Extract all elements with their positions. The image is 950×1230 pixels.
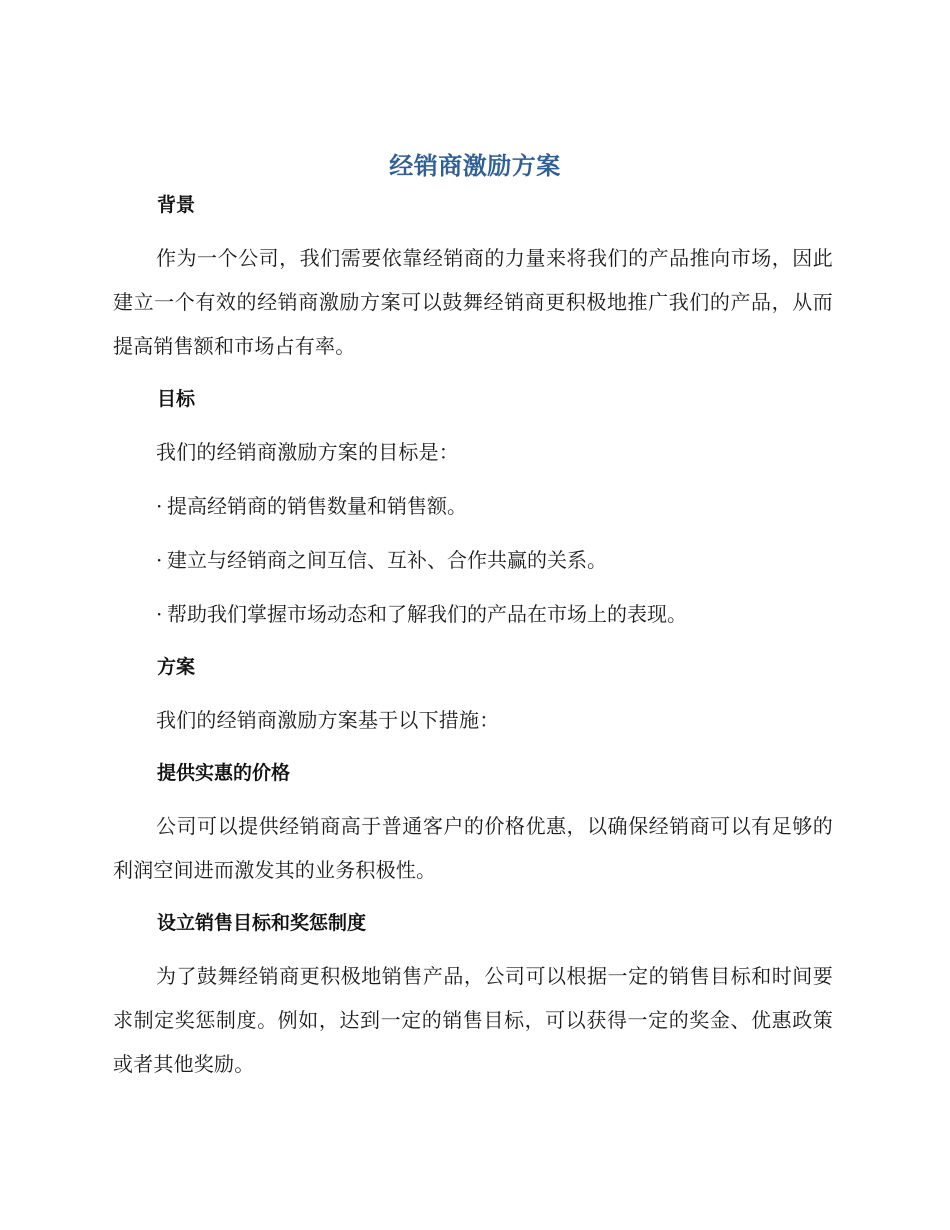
list-item: [113, 484, 833, 528]
list-item: [113, 592, 833, 636]
paragraph-plan-intro: 我们的经销商激励方案基于以下措施：: [156, 708, 500, 732]
document-title: 经销商激励方案: [389, 152, 561, 180]
subsection-heading-target: 设立销售目标和奖惩制度: [157, 912, 367, 934]
bullet-marker: ·: [156, 548, 163, 572]
paragraph-goal-intro: 我们的经销商激励方案的目标是：: [156, 440, 459, 464]
goal-bullet-1: 提高经销商的销售数量和销售额。: [167, 494, 467, 518]
section-heading-goal: 目标: [157, 388, 196, 410]
paragraph-target: 为了鼓舞经销商更积极地销售产品，公司可以根据一定的销售目标和时间要求制定奖惩制度。例如，达到一定的销售目标，可以获得一定的奖金、优惠政策或者其他奖励。: [113, 964, 833, 1076]
paragraph-background: 作为一个公司，我们需要依靠经销商的力量来将我们的产品推向市场，因此建立一个有效的经销商激励方案可以鼓舞经销商更积极地推广我们的产品，从而提高销售额和市场占有率。: [113, 246, 833, 358]
section-heading-plan: 方案: [157, 656, 196, 678]
paragraph-price: 公司可以提供经销商高于普通客户的价格优惠，以确保经销商可以有足够的利润空间进而激发其的业务积极性。: [113, 814, 833, 882]
section-heading-background: 背景: [157, 194, 196, 216]
subsection-heading-price: 提供实惠的价格: [157, 762, 291, 784]
goal-bullet-2: 建立与经销商之间互信、互补、合作共赢的关系。: [167, 548, 607, 572]
bullet-marker: ·: [156, 494, 163, 518]
goal-bullet-3: 帮助我们掌握市场动态和了解我们的产品在市场上的表现。: [167, 602, 687, 626]
document-body: [113, 188, 833, 1086]
list-item: [113, 538, 833, 582]
bullet-marker: ·: [156, 602, 163, 626]
